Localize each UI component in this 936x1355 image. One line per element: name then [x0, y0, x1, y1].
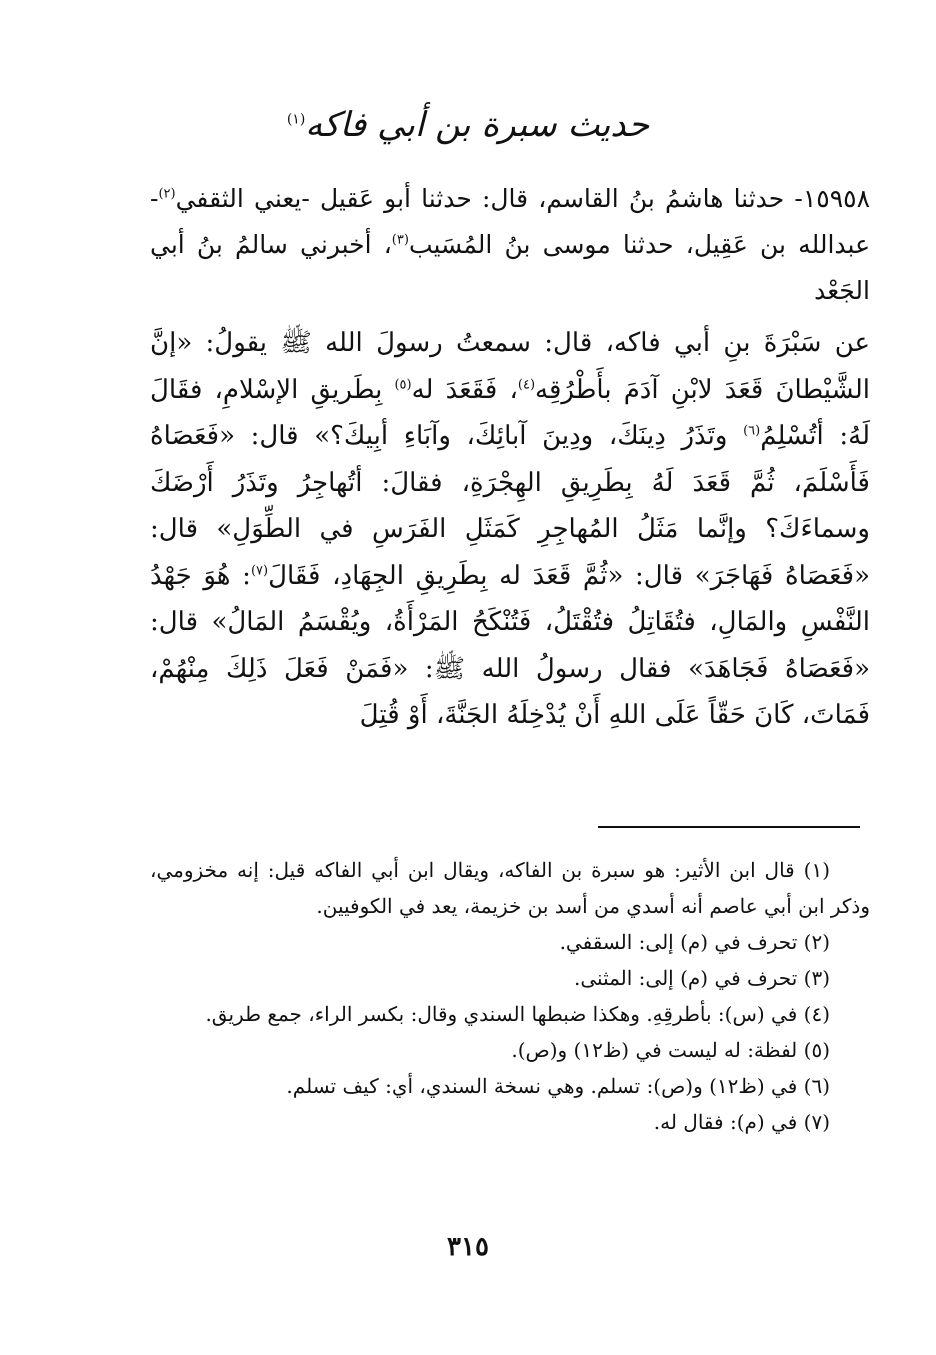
isnad-text-3: ، أخبرني سالمُ بنُ أبي الجَعْد [150, 230, 870, 305]
matn-text-5: : هُوَ جَهْدُ النَّفْسِ والمَالِ، فتُقَاتِلُ فتُقْتَلُ، فَتُنْكَحُ المَرْأَةُ، ويُقْسَمُ المَالُ» قال: «فَعَصَاهُ فَجَاهَدَ» فقال رسولُ الله ﷺ: «فَمَنْ فَعَلَ ذَلِكَ مِنْهُمْ، فَمَاتَ، كَانَ حَقّاً عَلَى اللهِ أَنْ يُدْخِلَهُ الجَنَّةَ، أَوْ قُتِلَ [150, 560, 870, 730]
footnote-separator [598, 826, 860, 828]
footnote-7: (٧) في (م): فقال له. [653, 1110, 830, 1134]
footnote-ref-6: (٦) [743, 423, 761, 439]
footnote-5: (٥) لفظة: له ليست في (ظ١٢) و(ص). [511, 1038, 830, 1062]
matn-text-1: عن سَبْرَةَ بنِ أبي فاكه، قال: سمعتُ رسولَ الله ﷺ يقولُ: «إنَّ الشَّيْطانَ قَعَدَ لابْنِ آدَمَ بأَطْرُقِه [150, 328, 870, 405]
chapter-title [0, 100, 936, 150]
footnote-ref-5: (٥) [394, 376, 412, 392]
footnote-3: (٣) تحرف في (م) إلى: المثنى. [574, 966, 830, 990]
page-number: ٣١٥ [447, 1232, 489, 1262]
footnote-6: (٦) في (ظ١٢) و(ص): تسلم. وهي نسخة السندي، أي: كيف تسلم. [286, 1074, 830, 1098]
matn-text-3: بِطَريقِ الإسْلامِ، فقَالَ لَهُ: أتُسْلِمُ [150, 374, 871, 451]
footnote-ref-7: (٧) [250, 562, 269, 578]
footnote-ref-2: (٢) [158, 186, 176, 202]
footnote-1: (١) قال ابن الأثير: هو سبرة بن الفاكه، ويقال ابن أبي الفاكه قيل: إنه مخزومي، وذكر ابن أبي عاصم أنه أسدي من أسد بن خزيمة، يعد في الكوفيين. [150, 858, 870, 918]
footnote-ref-3: (٣) [391, 232, 409, 248]
footnotes [150, 852, 870, 1140]
hadith-text [150, 320, 870, 739]
isnad-text-2: - عبدالله بن عَقِيل، حدثنا موسى بنُ المُسَيب [150, 184, 870, 259]
chapter-title-text: حديث سبرة بن أبي فاكه [305, 105, 650, 145]
hadith-isnad [150, 176, 870, 314]
footnote-ref-1: (١) [286, 111, 306, 128]
footnote-4: (٤) في (س): بأطرقِهِ. وهكذا ضبطها السندي وقال: بكسر الراء، جمع طريق. [205, 1002, 830, 1026]
matn-text-4: وتَذَرُ دِينَكَ، ودِينَ آبائِكَ، وآبَاءِ أبِيكَ؟» قال: «فَعَصَاهُ فَأَسْلَمَ، ثُمَّ قَعَدَ لَهُ بِطَرِيقِ الهِجْرَةِ، فقالَ: أتُهاجِرُ وتَذَرُ أَرْضَكَ وسماءَكَ؟ وإنَّما مَثَلُ المُهاجِرِ كَمَثَلِ الفَرَسِ في الطِّوَلِ» قال: «فَعَصَاهُ فَهَاجَرَ» قال: «ثُمَّ قَعَدَ له بِطَرِيقِ الجِهَادِ، فَقَالَ [150, 421, 870, 591]
footnote-ref-4: (٤) [517, 376, 536, 392]
footnote-2: (٢) تحرف في (م) إلى: السقفي. [559, 930, 830, 954]
isnad-text-1: ١٥٩٥٨- حدثنا هاشمُ بنُ القاسم، قال: حدثنا أبو عَقيل -يعني الثقفي [175, 184, 870, 213]
matn-text-2: ، فَقَعَدَ له [411, 374, 518, 405]
